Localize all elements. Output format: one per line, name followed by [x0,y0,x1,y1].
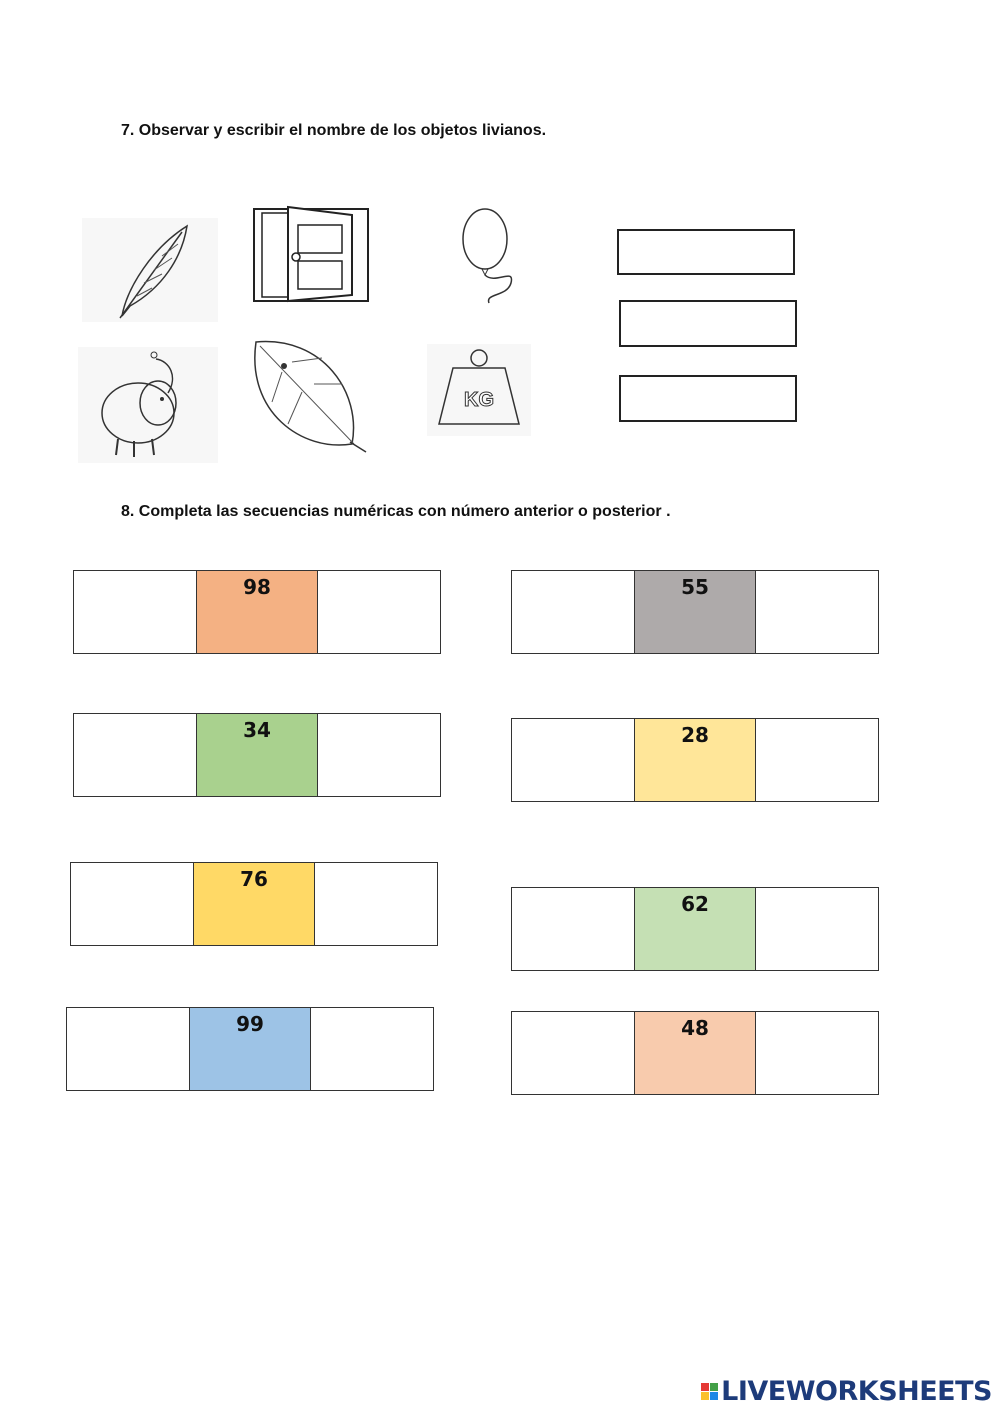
sequence-number: 48 [634,1012,756,1094]
sequence-before-input[interactable] [512,1012,634,1094]
brand-name: LIVEWORKSHEETS [721,1376,992,1407]
leaf-icon [242,332,372,456]
elephant-icon [78,347,218,463]
sequence-number: 76 [193,863,315,945]
sequence-before-input[interactable] [512,719,634,801]
leaf-image [242,332,372,456]
sequence-after-input[interactable] [311,1008,433,1090]
question-8-title: 8. Completa las secuencias numéricas con número anterior o posterior . [121,503,671,520]
sequence-8 [511,1011,879,1095]
sequence-number: 99 [189,1008,311,1090]
sequence-number: 98 [196,571,318,653]
kg-weight-icon [427,344,531,436]
elephant-image [78,347,218,463]
answer-box-1[interactable] [617,229,795,275]
feather-icon [82,218,218,322]
sequence-before-input[interactable] [67,1008,189,1090]
sequence-before-input[interactable] [74,571,196,653]
sequence-number: 55 [634,571,756,653]
sequence-before-input[interactable] [512,571,634,653]
sequence-before-input[interactable] [71,863,193,945]
sequence-5 [70,862,438,946]
sequence-3 [73,713,441,797]
sequence-after-input[interactable] [318,571,440,653]
answer-box-3[interactable] [619,375,797,422]
sequence-after-input[interactable] [756,719,878,801]
sequence-after-input[interactable] [315,863,437,945]
sequence-after-input[interactable] [756,888,878,970]
kg-label: KG [464,389,494,411]
question-7-title: 7. Observar y escribir el nombre de los objetos livianos. [121,122,547,139]
door-image [252,203,370,303]
sequence-number: 34 [196,714,318,796]
sequence-1 [73,570,441,654]
balloon-image [455,205,535,309]
door-icon [252,203,370,303]
balloon-icon [455,205,535,309]
sequence-7 [66,1007,434,1091]
logo-squares-icon [701,1383,718,1400]
sequence-number: 62 [634,888,756,970]
sequence-number: 28 [634,719,756,801]
sequence-4 [511,718,879,802]
sequence-after-input[interactable] [756,571,878,653]
sequence-before-input[interactable] [512,888,634,970]
answer-box-2[interactable] [619,300,797,347]
sequence-before-input[interactable] [74,714,196,796]
liveworksheets-logo[interactable] [701,1376,992,1407]
kg-weight-image [427,344,531,436]
feather-image [82,218,218,322]
sequence-after-input[interactable] [318,714,440,796]
sequence-2 [511,570,879,654]
sequence-after-input[interactable] [756,1012,878,1094]
sequence-6 [511,887,879,971]
